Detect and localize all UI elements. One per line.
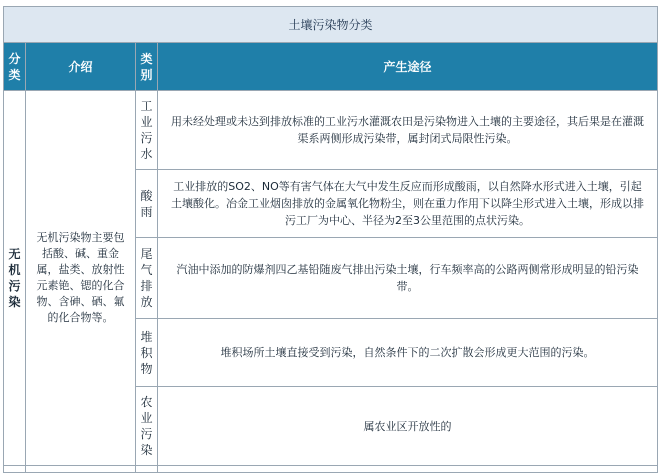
path-cell: 用未经处理或未达到排放标准的工业污水灌溉农田是污染物进入土壤的主要途径，其后果是在灌溉渠系两侧形成污染带，属封闭式局限性污染。 [158,91,658,170]
path-cell: 汽油中添加的防爆剂四乙基铅随废气排出污染土壤，行车频率高的公路两侧常形成明显的铅污染带。 [158,238,658,319]
header-intro: 介绍 [26,43,136,91]
path-cell: 属农业区开放性的 [158,387,658,466]
table-title: 土壤污染物分类 [4,7,658,43]
category-cell: 无机污染 [4,91,26,466]
type-cell: 工业污水 [136,91,158,170]
type-cell: 农业污染 [136,387,158,466]
header-row [4,43,658,91]
type-cell: 堆积物 [136,319,158,387]
type-cell: 酸雨 [136,170,158,238]
intro-cell: 无机污染物主要包括酸、碱、重金属，盐类、放射性元素铯、锶的化合物、含砷、硒、氟的化合物等。 [26,91,136,466]
header-type: 类别 [136,43,158,91]
table-row [4,91,658,170]
type-cell: 尾气排放 [136,238,158,319]
header-category: 分类 [4,43,26,91]
soil-pollutant-table [3,6,658,473]
table-row-partial [4,466,658,473]
path-cell: 工业排放的SO2、NO等有害气体在大气中发生反应而形成酸雨，以自然降水形式进入土壤，引起土壤酸化。冶金工业烟囱排放的金属氧化物粉尘，则在重力作用下以降尘形式进入土壤，形成以排污工厂为中心、半径为2至3公里范围的点状污染。 [158,170,658,238]
header-path: 产生途径 [158,43,658,91]
path-cell: 堆积场所土壤直接受到污染，自然条件下的二次扩散会形成更大范围的污染。 [158,319,658,387]
